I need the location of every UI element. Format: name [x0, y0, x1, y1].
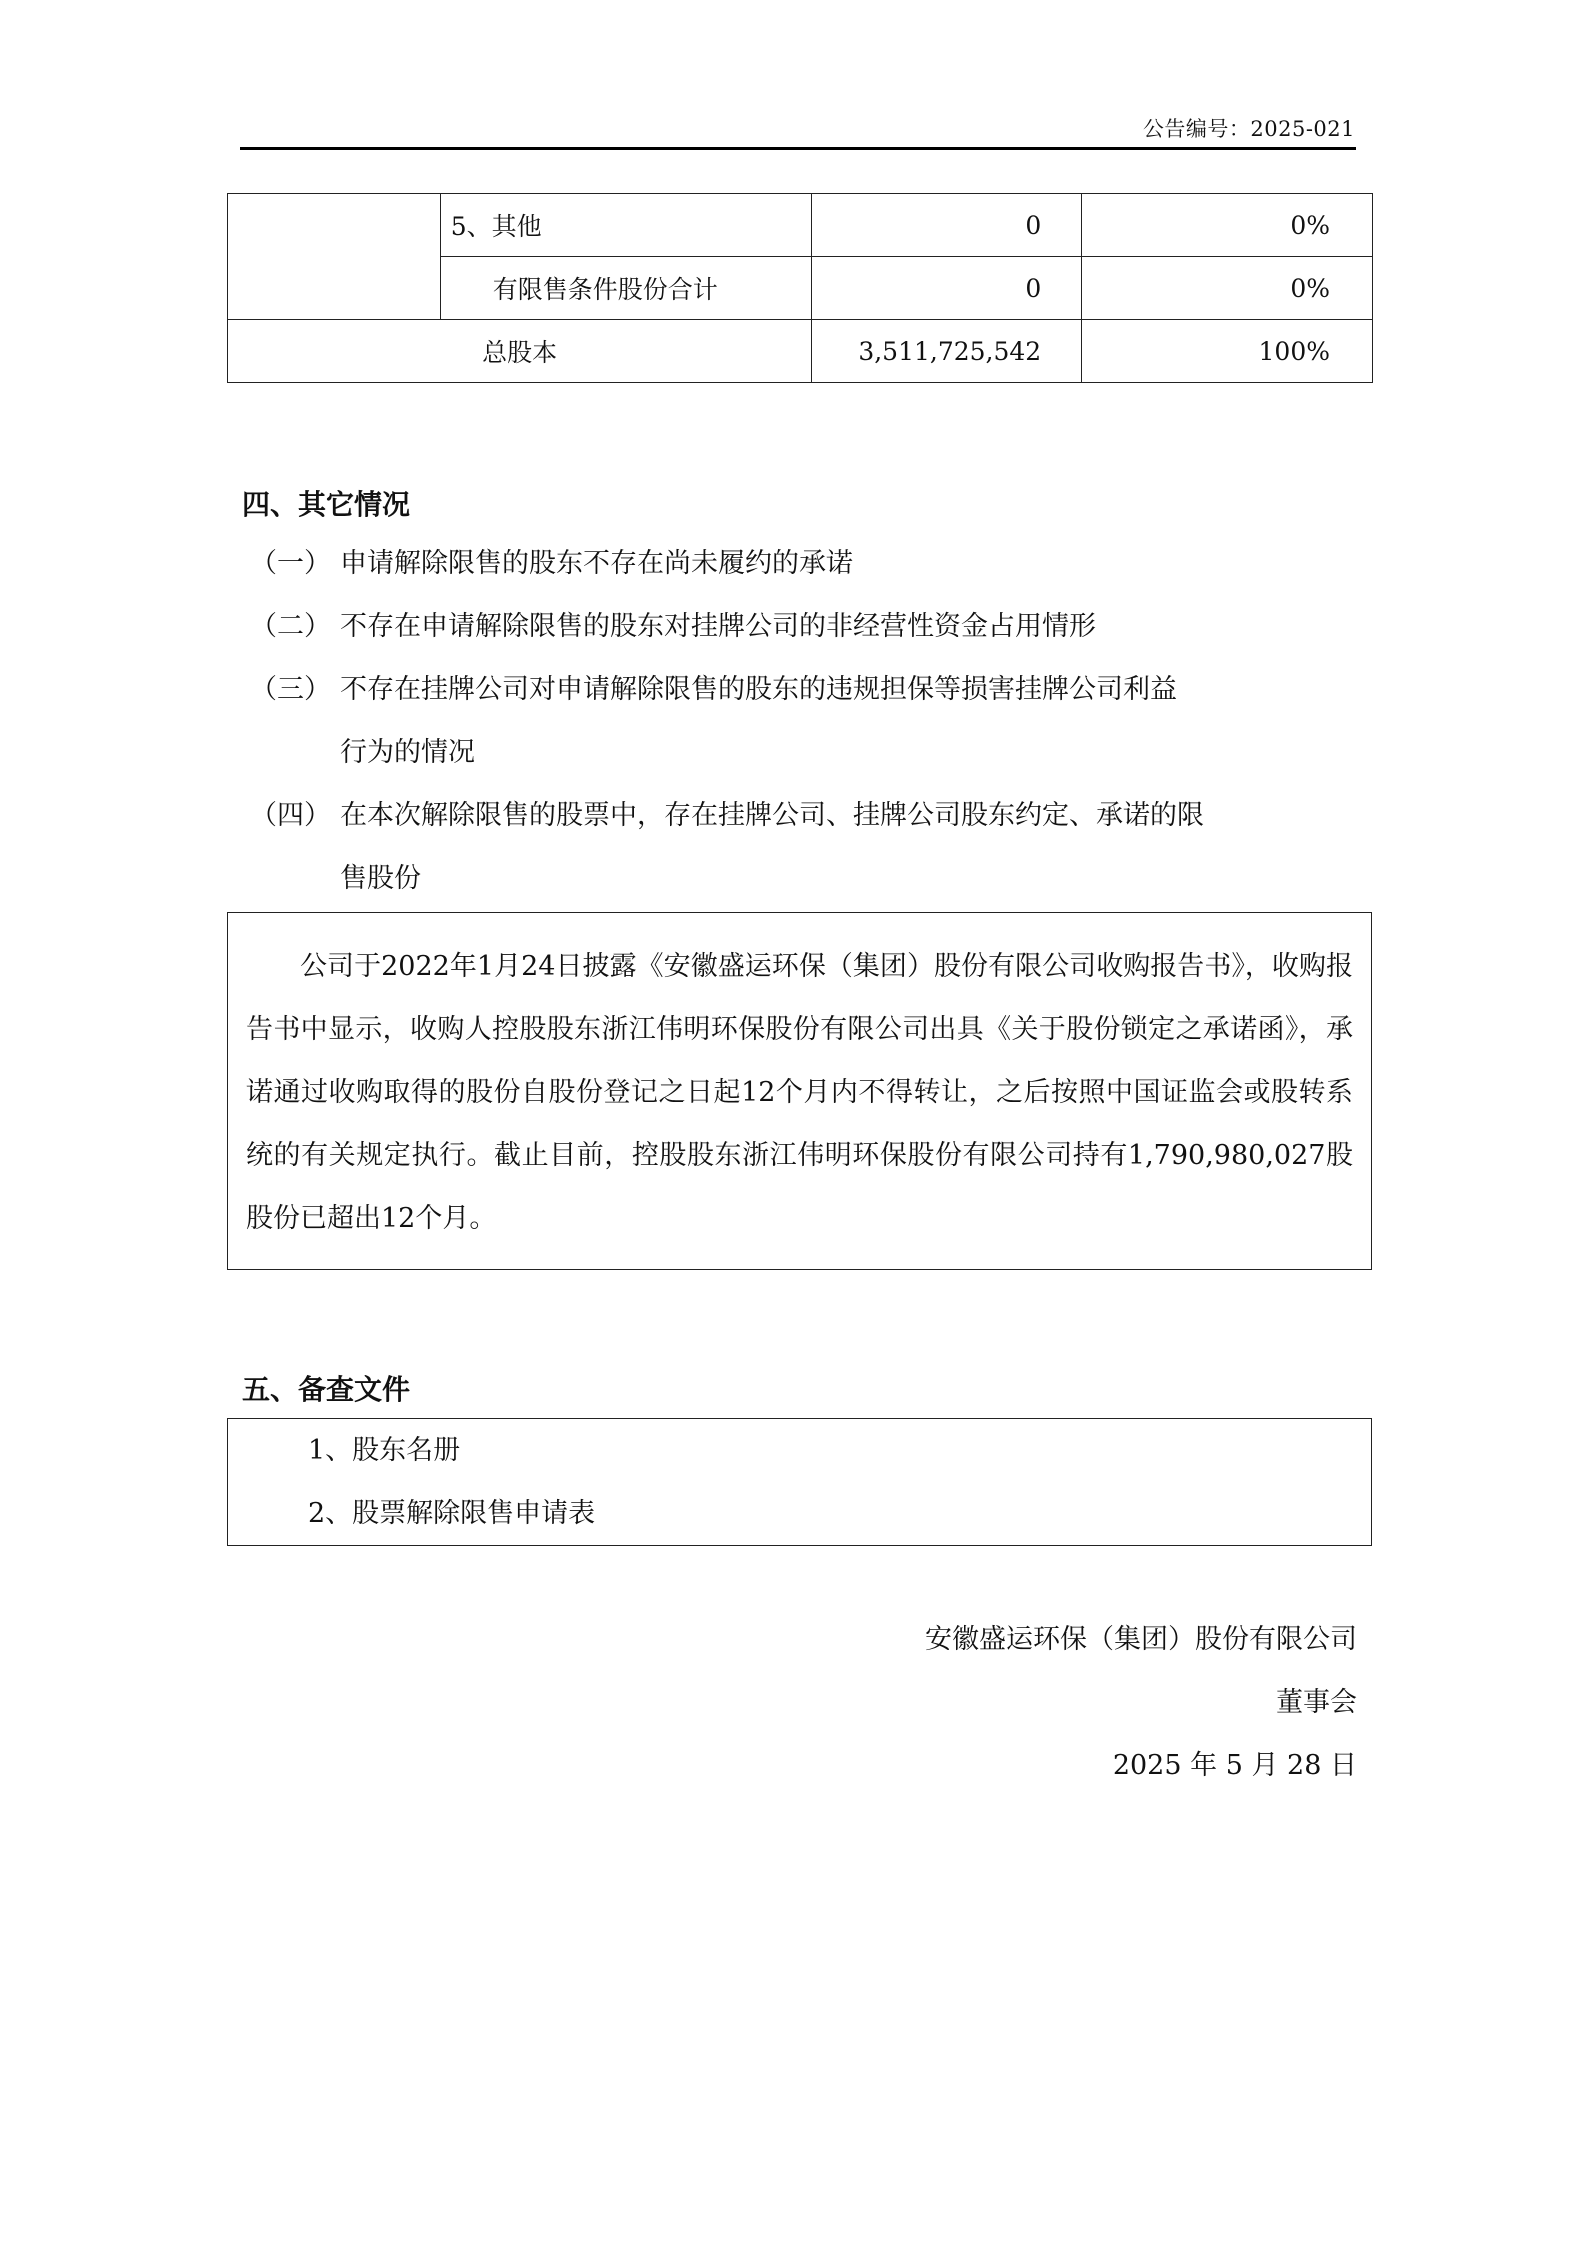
lockup-commitment-box [227, 912, 1372, 1270]
category-cell-empty [228, 194, 441, 320]
total-shares: 3,511,725,542 [812, 320, 1082, 383]
signature-company: 安徽盛运环保（集团）股份有限公司 [925, 1624, 1357, 1655]
signature-board: 董事会 [1276, 1687, 1357, 1718]
row-shares: 0 [812, 257, 1082, 320]
signature-block [925, 1608, 1357, 1797]
row-ratio: 0% [1082, 257, 1373, 320]
total-label: 总股本 [228, 320, 812, 383]
section4-item-4 [250, 784, 1360, 910]
item-text: 不存在挂牌公司对申请解除限售的股东的违规担保等损害挂牌公司利益 [340, 674, 1177, 705]
section4-item-3 [250, 658, 1360, 784]
item-text: 在本次解除限售的股票中，存在挂牌公司、挂牌公司股东约定、承诺的限 [340, 800, 1204, 831]
item-text: 不存在申请解除限售的股东对挂牌公司的非经营性资金占用情形 [340, 611, 1096, 642]
share-structure-table [227, 193, 1373, 383]
item-label: （三） [250, 674, 331, 705]
section4-item-1 [250, 532, 1360, 595]
item-text: 申请解除限售的股东不存在尚未履约的承诺 [340, 548, 853, 579]
row-shares: 0 [812, 194, 1082, 257]
row-label: 有限售条件股份合计 [440, 257, 812, 320]
section4-title: 四、其它情况 [242, 488, 411, 521]
reference-documents-box [227, 1418, 1372, 1546]
header-rule [240, 147, 1356, 150]
lockup-commitment-text: 公司于2022年1月24日披露《安徽盛运环保（集团）股份有限公司收购报告书》，收购报告书中显示，收购人控股股东浙江伟明环保股份有限公司出具《关于股份锁定之承诺函》，承诺通过收购取得的股份自股份登记之日起12个月内不得转让，之后按照中国证监会或股转系统的有关规定执行。截止目前，控股股东浙江伟明环保股份有限公司持有1,790,980,027股股份已超出12个月。 [246, 951, 1353, 1234]
signature-date: 2025 年 5 月 28 日 [1112, 1750, 1357, 1781]
announcement-number: 公告编号：2025-021 [1142, 117, 1355, 141]
section4-item-2 [250, 595, 1360, 658]
row-ratio: 0% [1082, 194, 1373, 257]
table-row [228, 194, 1373, 257]
item-label: （四） [250, 800, 331, 831]
item-label: （一） [250, 548, 331, 579]
total-ratio: 100% [1082, 320, 1373, 383]
reference-document-item: 1、股东名册 [308, 1435, 461, 1466]
item-text-continued: 行为的情况 [340, 737, 475, 768]
table-row-total [228, 320, 1373, 383]
item-label: （二） [250, 611, 331, 642]
item-text-continued: 售股份 [340, 863, 421, 894]
section5-title: 五、备查文件 [242, 1373, 411, 1406]
row-label: 5、其他 [440, 194, 812, 257]
reference-document-item: 2、股票解除限售申请表 [308, 1498, 596, 1529]
